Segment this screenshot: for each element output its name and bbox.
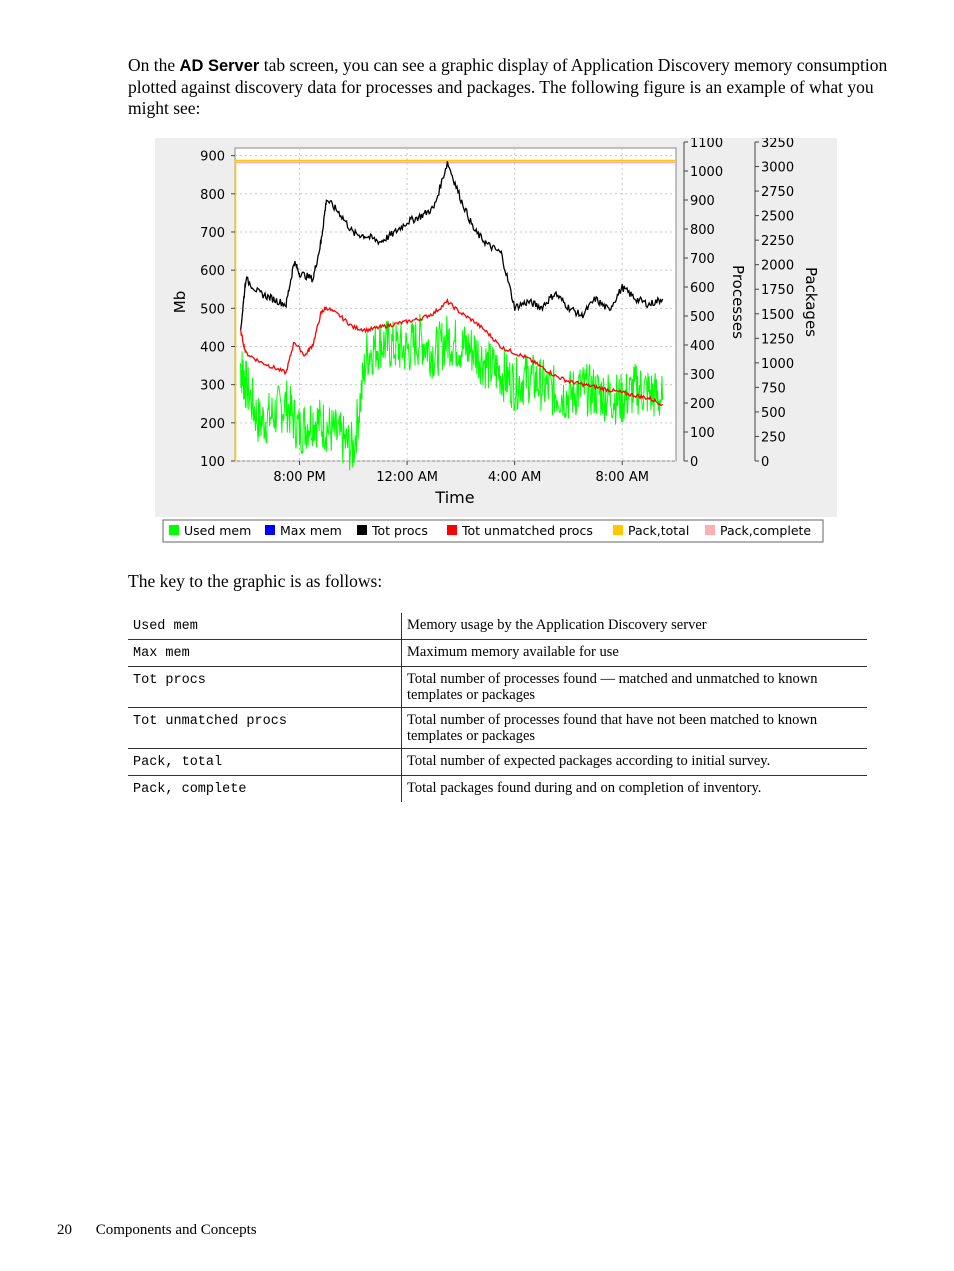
key-term: Tot unmatched procs (128, 708, 402, 749)
y-packages-tick-label: 750 (761, 381, 786, 397)
key-row (128, 640, 867, 667)
y-processes-tick-label: 300 (690, 368, 715, 383)
intro-paragraph (128, 55, 888, 119)
chart-legend (163, 520, 823, 542)
key-row (128, 749, 867, 776)
key-intro: The key to the graphic is as follows: (128, 571, 383, 591)
x-tick-label: 12:00 AM (376, 470, 438, 485)
legend-swatch (265, 525, 275, 535)
legend-swatch (705, 525, 715, 535)
footer-section: Components and Concepts (95, 1222, 257, 1238)
x-axis-label: Time (435, 488, 475, 507)
y-packages-tick-label: 1750 (761, 283, 795, 299)
y-left-tick-label: 200 (200, 416, 225, 432)
y-packages-tick-label: 250 (761, 430, 786, 446)
legend-label: Max mem (280, 523, 342, 538)
y-processes-tick-label: 700 (690, 252, 715, 267)
y-left-tick-label: 300 (200, 378, 225, 394)
plot-area (235, 148, 676, 461)
key-description: Total number of processes found that have not been matched to known templates or packages (407, 712, 818, 744)
legend-label: Used mem (184, 523, 252, 538)
legend-label: Tot unmatched procs (462, 523, 593, 538)
y-processes-tick-label: 1000 (690, 165, 724, 180)
key-table (128, 613, 867, 802)
memory-chart (155, 138, 837, 547)
y-processes-tick-label: 600 (690, 281, 715, 296)
y-packages-tick-label: 2500 (761, 209, 795, 225)
intro-text-after: tab screen, you can see a graphic display of Application Discovery memory consumption plotted against discovery data for processes and packages. The following figure is an example of what you might see: (128, 55, 888, 118)
legend-swatch (169, 525, 179, 535)
y-packages-tick-label: 2000 (761, 258, 795, 274)
key-description: Total packages found during and on completion of inventory. (407, 780, 762, 796)
legend-swatch (357, 525, 367, 535)
x-tick-label: 8:00 AM (595, 470, 649, 485)
key-description: Total number of expected packages according to initial survey. (407, 753, 771, 769)
page-footer (57, 1222, 257, 1239)
key-description: Total number of processes found — matched and unmatched to known templates or packages (407, 671, 818, 703)
key-row (128, 667, 867, 708)
x-tick-label: 8:00 PM (273, 470, 326, 485)
y-axis-packages-label: Packages (802, 267, 820, 337)
y-packages-tick-label: 0 (761, 455, 770, 470)
key-term: Pack, total (128, 749, 402, 776)
y-left-tick-label: 100 (200, 455, 225, 470)
key-term: Used mem (128, 613, 402, 640)
key-description: Memory usage by the Application Discovery server (407, 617, 707, 633)
y-packages-tick-label: 1000 (761, 356, 795, 372)
y-processes-tick-label: 0 (690, 455, 699, 470)
key-row (128, 613, 867, 640)
legend-swatch (613, 525, 623, 535)
key-row (128, 776, 867, 803)
y-processes-tick-label: 100 (690, 426, 715, 441)
y-left-tick-label: 800 (200, 187, 225, 203)
y-processes-tick-label: 900 (690, 194, 715, 209)
y-left-tick-label: 500 (200, 302, 225, 318)
y-processes-tick-label: 200 (690, 397, 715, 412)
y-left-tick-label: 900 (200, 149, 225, 165)
y-packages-tick-label: 2250 (761, 234, 795, 250)
y-packages-tick-label: 3000 (761, 160, 795, 176)
key-row (128, 708, 867, 749)
x-tick-label: 4:00 AM (487, 470, 542, 485)
y-processes-tick-label: 400 (690, 339, 715, 354)
y-processes-tick-label: 1100 (690, 138, 724, 151)
y-left-tick-label: 600 (200, 264, 225, 280)
y-packages-tick-label: 3250 (761, 138, 795, 151)
legend-label: Pack,total (628, 523, 690, 538)
key-term: Max mem (128, 640, 402, 667)
y-processes-tick-label: 800 (690, 223, 715, 238)
key-term: Tot procs (128, 667, 402, 708)
legend-label: Tot procs (372, 523, 428, 538)
key-description: Maximum memory available for use (407, 644, 619, 660)
y-packages-tick-label: 2750 (761, 185, 795, 201)
y-packages-tick-label: 500 (761, 405, 786, 421)
y-left-tick-label: 700 (200, 225, 225, 241)
y-axis-processes-label: Processes (729, 265, 747, 339)
intro-text-before: On the (128, 55, 180, 75)
legend-label: Pack,complete (720, 523, 812, 538)
y-packages-tick-label: 1500 (761, 307, 795, 323)
legend-swatch (447, 525, 457, 535)
page-number: 20 (57, 1222, 72, 1238)
y-packages-tick-label: 1250 (761, 332, 795, 348)
y-processes-tick-label: 500 (690, 310, 715, 325)
y-left-tick-label: 400 (200, 340, 225, 356)
key-term: Pack, complete (128, 776, 402, 803)
y-axis-left-label: Mb (171, 290, 189, 314)
intro-tab-name: AD Server (179, 57, 260, 75)
